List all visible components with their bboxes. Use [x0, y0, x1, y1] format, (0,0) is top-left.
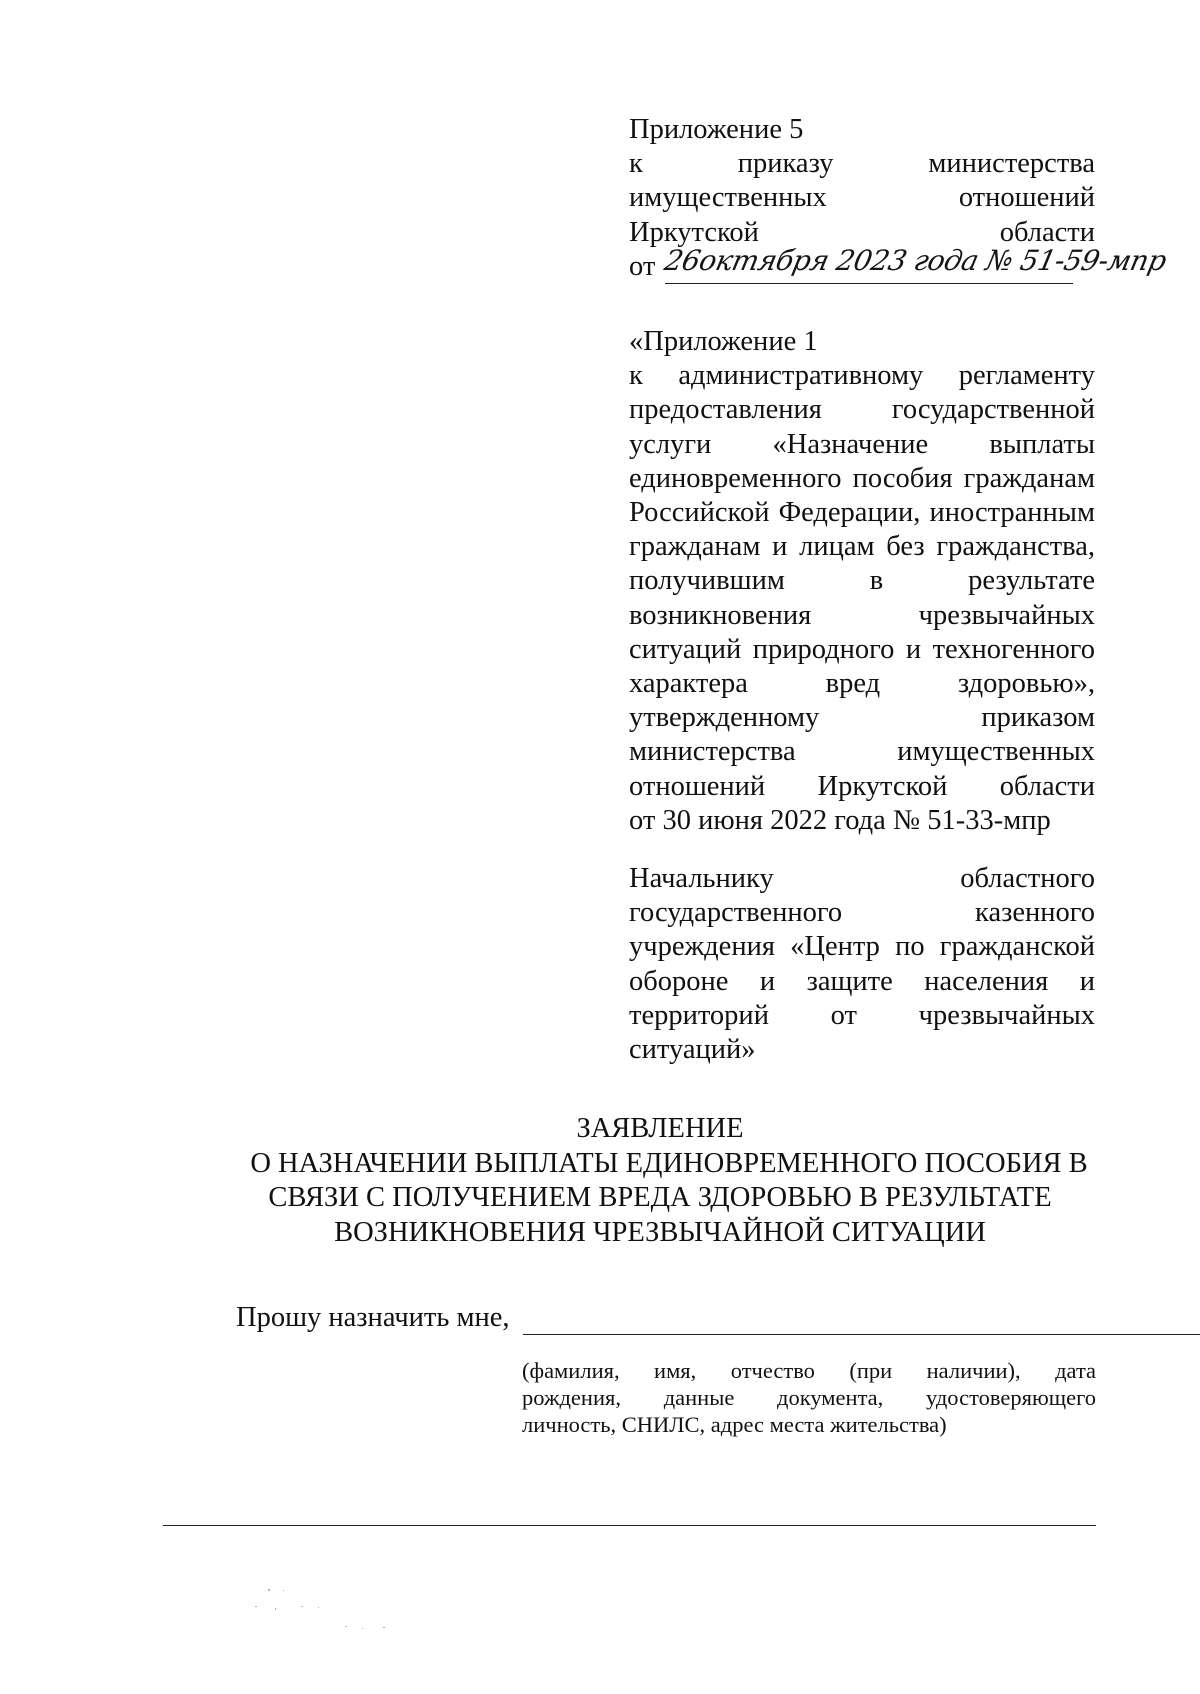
addressee-block [629, 862, 1095, 1067]
order-date-prefix: от [629, 250, 656, 282]
title-line: О НАЗНАЧЕНИИ ВЫПЛАТЫ ЕДИНОВРЕМЕННОГО ПОСОБИЯ В [250, 1147, 1088, 1179]
appendix-1-line: характера вред здоровью», [629, 668, 1096, 700]
appendix-1-line: утвержденному приказом [629, 702, 1095, 734]
appendix-1-line: получившим в результате [629, 565, 1096, 597]
appendix-1-title: «Приложение 1 [629, 326, 818, 357]
appendix-1-line: отношений Иркутской области [629, 770, 1096, 802]
addressee-line: государственного казенного [629, 897, 1095, 929]
appendix-1-line: министерства имущественных [629, 736, 1095, 768]
addressee-line: ситуаций» [629, 1034, 756, 1066]
appendix-1-line: единовременного пособия гражданам [629, 462, 1096, 494]
addressee-line: учреждения «Центр по гражданской [629, 931, 1095, 963]
title-line: СВЯЗИ С ПОЛУЧЕНИЕМ ВРЕДА ЗДОРОВЬЮ В РЕЗУЛЬТАТЕ [268, 1182, 1052, 1213]
order-date-underline [665, 283, 1073, 284]
order-date-line [629, 243, 1170, 290]
appendix-5-line: Иркутской области [629, 216, 1095, 248]
handwritten-order-date: 26октября 2023 года № 51-59-мпр [661, 243, 1170, 277]
appendix-1-line: гражданам и лицам без гражданства, [629, 531, 1096, 563]
continuation-blank-line[interactable] [163, 1525, 1096, 1526]
title-line: ЗАЯВЛЕНИЕ [576, 1113, 744, 1144]
title-line: ВОЗНИКНОВЕНИЯ ЧРЕЗВЫЧАЙНОЙ СИТУАЦИИ [334, 1216, 986, 1248]
appendix-1-line: к административному регламенту [629, 360, 1096, 392]
appendix-5-line: к приказу министерства [629, 148, 1096, 180]
request-line [236, 1302, 1096, 1342]
addressee-line: обороне и защите населения и [629, 965, 1096, 997]
request-label: Прошу назначить мне, [236, 1302, 510, 1333]
hint-line: рождения, данные документа, удостоверяющего [522, 1385, 1096, 1410]
applicant-data-field[interactable] [523, 1334, 1200, 1335]
appendix-1-line: возникновения чрезвычайных [629, 599, 1095, 631]
application-title [220, 1112, 1100, 1250]
hint-line: (фамилия, имя, отчество (при наличии), дата [522, 1358, 1097, 1383]
addressee-line: территорий от чрезвычайных [629, 999, 1096, 1031]
addressee-line: Начальнику областного [629, 863, 1095, 894]
hint-line: личность, СНИЛС, адрес места жительства) [522, 1412, 947, 1437]
appendix-5-line: имущественных отношений [629, 182, 1095, 214]
regulation-approval-line: от 30 июня 2022 года № 51-33-мпр [629, 804, 1051, 836]
appendix-1-line: услуги «Назначение выплаты [629, 428, 1096, 460]
appendix-5-header [629, 113, 1170, 290]
appendix-1-line: Российской Федерации, иностранным [629, 497, 1095, 529]
appendix-1-header [629, 325, 1095, 838]
appendix-5-title: Приложение 5 [629, 114, 804, 145]
applicant-data-hint [522, 1357, 1096, 1438]
appendix-1-line: ситуаций природного и техногенного [629, 633, 1095, 665]
appendix-1-line: предоставления государственной [629, 394, 1095, 426]
